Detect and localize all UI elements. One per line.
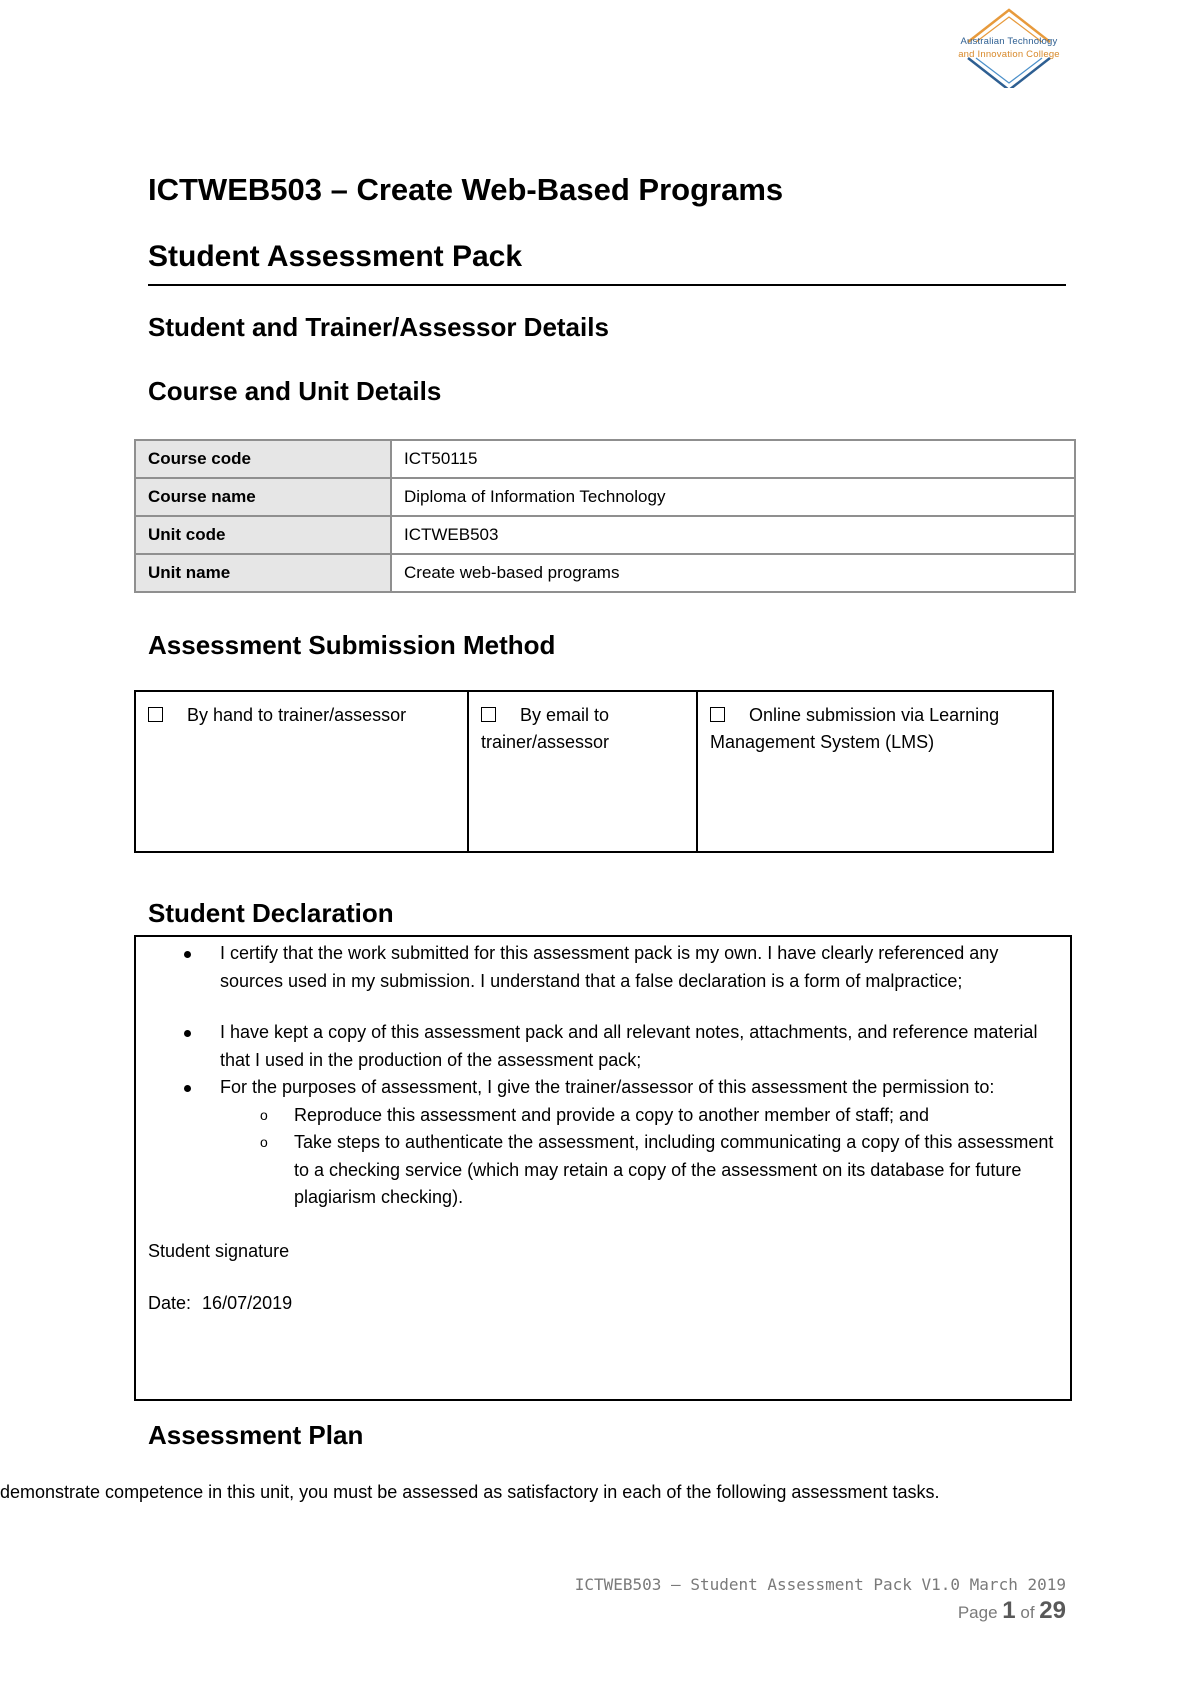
declaration-subtext: Take steps to authenticate the assessment, including communicating a copy of this assessment to a checking service (which may retain a copy of the assessment on its database for future plagiarism checking).	[294, 1132, 1054, 1207]
list-item	[136, 1019, 1070, 1074]
date-label: Date:	[148, 1293, 192, 1313]
table-row	[135, 554, 1075, 592]
declaration-text: I have kept a copy of this assessment pack and all relevant notes, attachments, and reference material that I used in the production of the assessment pack;	[220, 1022, 1038, 1070]
plan-description: demonstrate competence in this unit, you must be assessed as satisfactory in each of the following assessment tasks.	[0, 1482, 940, 1502]
table-row	[135, 478, 1075, 516]
submission-option-hand	[135, 691, 468, 852]
declaration-subtext: Reproduce this assessment and provide a copy to another member of staff; and	[294, 1104, 930, 1125]
page-word: Page	[957, 1603, 998, 1622]
document-title: ICTWEB503 – Create Web-Based Programs	[148, 172, 784, 207]
date-row	[136, 1290, 1070, 1318]
section-heading-declaration: Student Declaration	[148, 898, 394, 928]
declaration-text: For the purposes of assessment, I give the trainer/assessor of this assessment the permission to:	[220, 1077, 995, 1097]
course-name-value: Diploma of Information Technology	[391, 478, 1075, 516]
section-heading-course-unit: Course and Unit Details	[148, 376, 442, 406]
logo-diamond-icon	[950, 8, 1068, 88]
document-subtitle: Student Assessment Pack	[148, 240, 523, 273]
bullet-icon	[184, 951, 191, 958]
signature-label: Student signature	[148, 1240, 290, 1261]
section-heading-plan: Assessment Plan	[148, 1420, 364, 1450]
circle-bullet-icon: o	[260, 1134, 268, 1150]
submission-option-label: Online submission via Learning Management System (LMS)	[710, 705, 1000, 752]
footer-document-line: ICTWEB503 – Student Assessment Pack V1.0 March 2019	[574, 1575, 1066, 1594]
course-code-value: ICT50115	[391, 440, 1075, 478]
circle-bullet-icon: o	[260, 1106, 268, 1123]
table-row	[135, 516, 1075, 554]
submission-option-label: By hand to trainer/assessor	[187, 705, 407, 725]
list-item	[136, 940, 1070, 995]
table-row	[135, 691, 1053, 852]
course-name-label: Course name	[135, 478, 391, 516]
student-declaration-box	[134, 935, 1072, 1401]
submission-option-email	[468, 691, 697, 852]
logo-line-1: Australian Technology	[960, 36, 1058, 47]
list-item	[136, 1129, 1070, 1212]
list-item	[136, 1102, 1070, 1130]
course-details-table	[134, 439, 1076, 593]
checkbox-hand[interactable]	[148, 707, 163, 722]
declaration-list	[136, 937, 1070, 1212]
course-code-label: Course code	[135, 440, 391, 478]
table-row	[135, 440, 1075, 478]
unit-name-label: Unit name	[135, 554, 391, 592]
of-word: of	[1020, 1603, 1035, 1622]
bullet-icon	[184, 1030, 191, 1037]
submission-option-lms	[697, 691, 1053, 852]
unit-code-value: ICTWEB503	[391, 516, 1075, 554]
checkbox-email[interactable]	[481, 707, 496, 722]
current-page: 1	[1002, 1597, 1016, 1624]
title-divider	[148, 284, 1066, 286]
total-pages: 29	[1039, 1597, 1066, 1624]
unit-name-value: Create web-based programs	[391, 554, 1075, 592]
section-heading-submission: Assessment Submission Method	[148, 630, 556, 660]
list-item	[136, 1074, 1070, 1102]
college-logo	[950, 8, 1068, 88]
submission-option-label: By email to trainer/assessor	[481, 705, 610, 752]
declaration-text: I certify that the work submitted for this assessment pack is my own. I have clearly referenced any sources used in my submission. I understand that a false declaration is a form of malpractice;	[220, 943, 999, 991]
footer-page-number	[958, 1597, 1066, 1625]
bullet-icon	[184, 1085, 191, 1092]
date-value: 16/07/2019	[202, 1293, 293, 1313]
section-heading-details: Student and Trainer/Assessor Details	[148, 312, 609, 342]
submission-method-table	[134, 690, 1054, 853]
unit-code-label: Unit code	[135, 516, 391, 554]
logo-line-2: and Innovation College	[958, 49, 1060, 60]
checkbox-lms[interactable]	[710, 707, 725, 722]
